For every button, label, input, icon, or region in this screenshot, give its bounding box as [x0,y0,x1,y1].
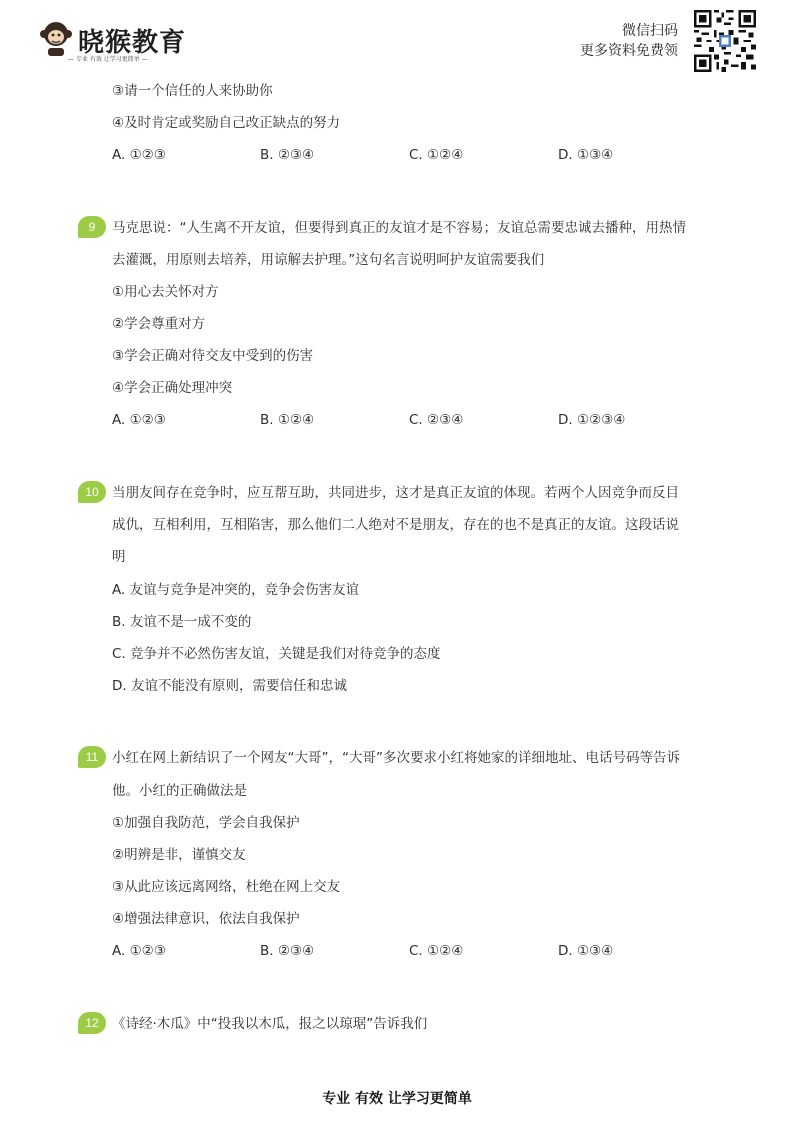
q10-option-b[interactable]: B. 友谊不是一成不变的 [112,614,252,630]
brand-slogan: — 专业 有效 让学习更简单 — [68,56,148,63]
q10-option-c[interactable]: C. 竞争并不必然伤害友谊，关键是我们对待竞争的态度 [112,646,441,662]
q9-item-4: ④学会正确处理冲突 [112,380,233,396]
question-number-badge: 11 [78,746,106,768]
q10-stem-line-1: 当朋友间存在竞争时，应互帮互助，共同进步，这才是真正友谊的体现。若两个人因竞争而反目 [112,485,679,501]
scan-line-1: 微信扫码 [622,23,678,39]
q9-stem-line-1: 马克思说：“人生离不开友谊，但要得到真正的友谊才是不容易；友谊总需要忠诚去播种，用热情 [112,220,686,236]
question-number-badge: 10 [78,481,106,503]
q11-option-c[interactable]: C. ①②④ [409,943,464,959]
q11-item-3: ③从此应该远离网络，杜绝在网上交友 [112,879,341,895]
brand-logo [38,16,198,66]
q9-item-2: ②学会尊重对方 [112,316,206,332]
brand-name: 晓猴教育 [78,28,187,58]
q10-option-a[interactable]: A. 友谊与竞争是冲突的，竞争会伤害友谊 [112,582,360,598]
q11-item-1: ①加强自我防范，学会自我保护 [112,815,300,831]
q11-option-b[interactable]: B. ②③④ [260,943,315,959]
q9-option-d[interactable]: D. ①②③④ [558,412,626,428]
question-number-badge: 12 [78,1012,106,1034]
q11-stem-line-2: 他。小红的正确做法是 [112,783,247,799]
q10-stem-line-2: 成仇，互相利用，互相陷害，那么他们二人绝对不是朋友，存在的也不是真正的友谊。这段话说 [112,517,679,533]
q9-item-1: ①用心去关怀对方 [112,284,219,300]
scan-line-2: 更多资料免费领 [580,43,678,59]
q9-stem-line-2: 去灌溉，用原则去培养，用谅解去护理。”这句名言说明呵护友谊需要我们 [112,252,545,268]
scan-prompt [580,21,678,61]
q9-option-c[interactable]: C. ②③④ [409,412,464,428]
question-number-badge: 9 [78,216,106,238]
monkey-logo-icon [38,18,74,58]
q10-stem-line-3: 明 [112,549,126,565]
q11-item-2: ②明辨是非，谨慎交友 [112,847,246,863]
qr-code-icon[interactable] [694,10,756,72]
q11-stem-line-1: 小红在网上新结识了一个网友“大哥”，“大哥”多次要求小红将她家的详细地址、电话号码等告诉 [112,750,680,766]
q9-item-3: ③学会正确对待交友中受到的伤害 [112,348,314,364]
q8-option-b[interactable]: B. ②③④ [260,147,315,163]
q8-option-d[interactable]: D. ①③④ [558,147,614,163]
q8-option-a[interactable]: A. ①②③ [112,147,166,163]
q9-option-a[interactable]: A. ①②③ [112,412,166,428]
q10-option-d[interactable]: D. 友谊不能没有原则，需要信任和忠诚 [112,678,347,694]
q11-item-4: ④增强法律意识，依法自我保护 [112,911,300,927]
q11-option-d[interactable]: D. ①③④ [558,943,614,959]
page-footer: 专业 有效 让学习更简单 [322,1091,472,1107]
q8-item-4: ④及时肯定或奖励自己改正缺点的努力 [112,115,341,131]
q11-option-a[interactable]: A. ①②③ [112,943,166,959]
q8-item-3: ③请一个信任的人来协助你 [112,83,273,99]
q9-option-b[interactable]: B. ①②④ [260,412,315,428]
page-header [0,0,794,80]
q12-stem-line-1: 《诗经·木瓜》中“投我以木瓜，报之以琼琚”告诉我们 [112,1016,428,1032]
q8-option-c[interactable]: C. ①②④ [409,147,464,163]
